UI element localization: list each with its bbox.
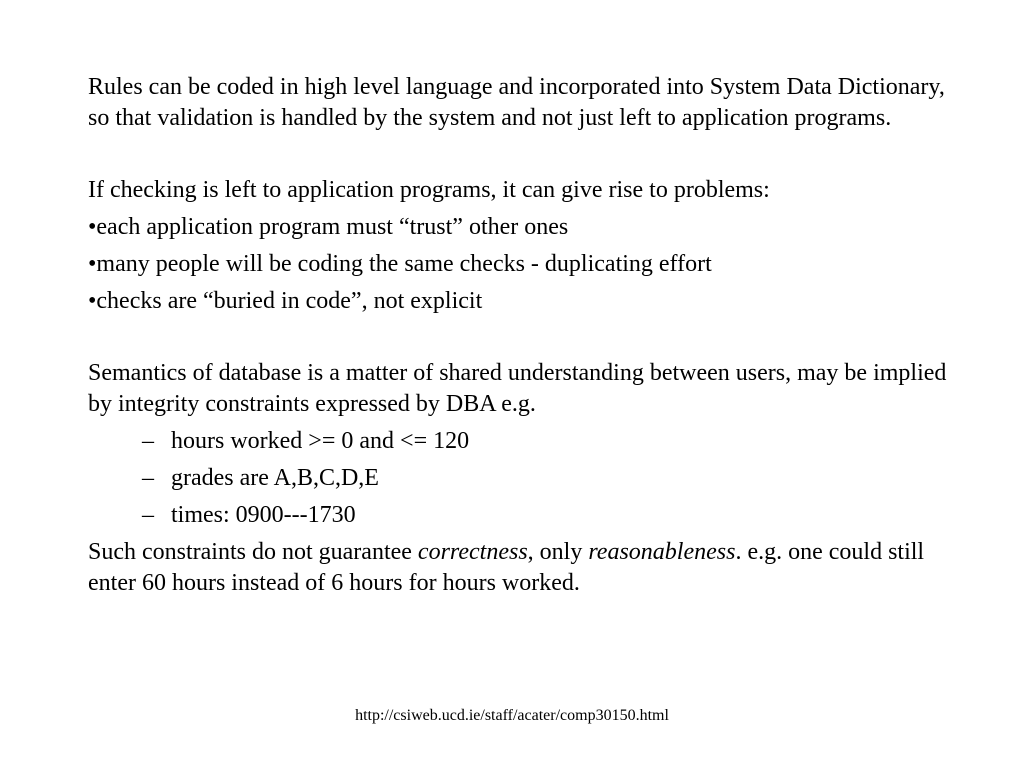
- paragraph-rules: Rules can be coded in high level language and incorporated into System Data Dictionary, so that validation is handled by the system and not just left to application programs.: [88, 74, 945, 131]
- bullet-item-buried: •checks are “buried in code”, not explicit: [88, 288, 483, 314]
- dash-item-text: hours worked >= 0 and <= 120: [171, 428, 470, 454]
- dash-item-text: grades are A,B,C,D,E: [171, 465, 379, 491]
- slide-body: [88, 72, 948, 599]
- paragraph-constraints: [88, 537, 948, 599]
- constraints-text-2: , only: [527, 539, 589, 565]
- emphasis-correctness: correctness: [417, 539, 528, 565]
- constraints-text-3: . e.g. one could still enter 60 hours instead of 6 hours for hours worked.: [88, 539, 925, 596]
- paragraph-checking: If checking is left to application programs, it can give rise to problems:: [88, 177, 770, 203]
- dash-item-grades: [88, 463, 948, 494]
- dash-marker: –: [142, 502, 154, 528]
- dash-marker: –: [142, 428, 154, 454]
- footer-url: http://csiweb.ucd.ie/staff/acater/comp30150.html: [355, 707, 669, 724]
- constraints-text-1: Such constraints do not guarantee: [88, 539, 418, 565]
- bullet-item-duplicating: •many people will be coding the same checks - duplicating effort: [88, 251, 712, 277]
- bullet-item-trust: •each application program must “trust” other ones: [88, 214, 569, 240]
- dash-item-times: [88, 500, 948, 531]
- paragraph-semantics: Semantics of database is a matter of shared understanding between users, may be implied by integrity constraints expressed by DBA e.g.: [88, 360, 947, 417]
- dash-item-hours: [88, 426, 948, 457]
- emphasis-reasonableness: reasonableness: [588, 539, 736, 565]
- dash-item-text: times: 0900---1730: [171, 502, 356, 528]
- dash-marker: –: [142, 465, 154, 491]
